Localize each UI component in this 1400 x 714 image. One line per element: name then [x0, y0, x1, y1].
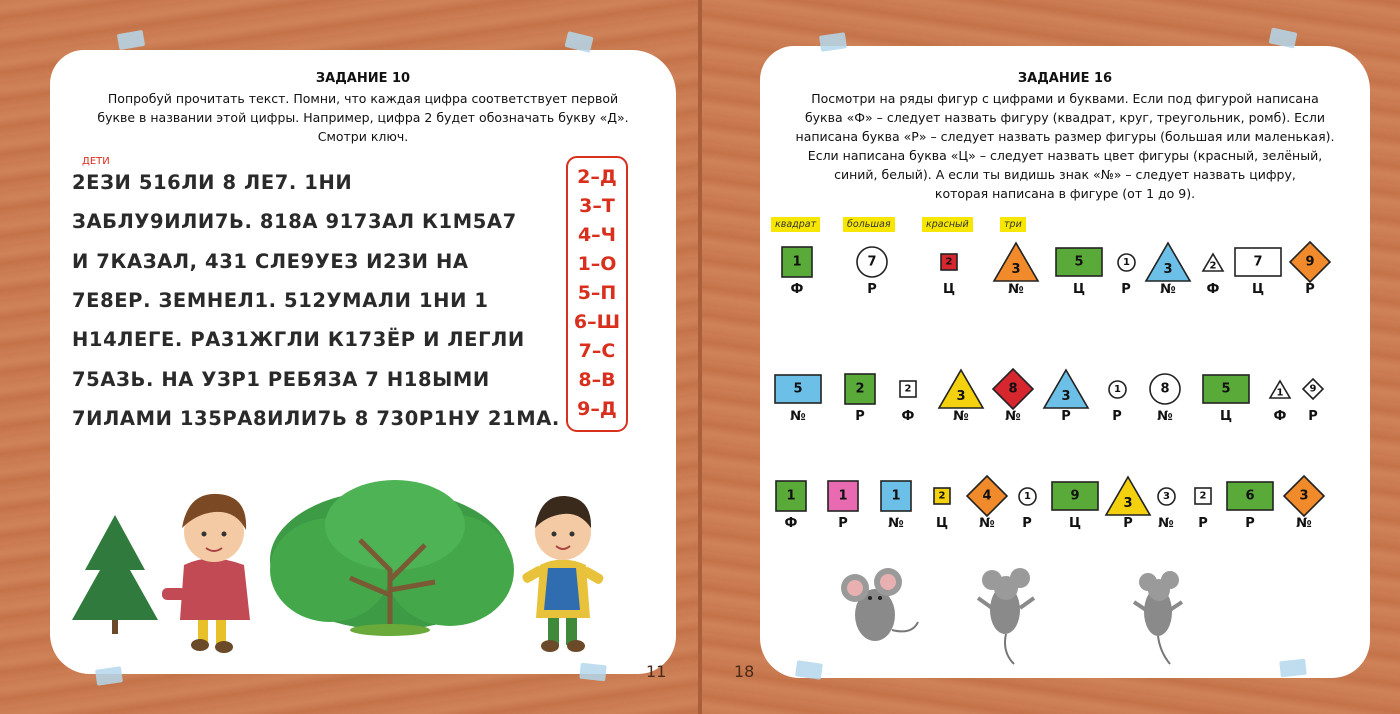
cipher-line: 2ЕЗИ 516ЛИ 8 ЛЕ7. 1НИ: [72, 171, 353, 194]
shape-number: 2: [1199, 490, 1207, 502]
instruction-line: буква «Ф» – следует назвать фигуру (квадрат, круг, треугольник, ромб). Если: [804, 110, 1326, 125]
key-item: 5–П: [577, 282, 617, 304]
shape-letter-label: Р: [1245, 516, 1255, 531]
triangle-shape: [1144, 241, 1192, 283]
key-item: 4–Ч: [577, 224, 617, 246]
rect-shape: [1054, 246, 1104, 278]
boy-left-illustration: [162, 494, 250, 653]
shape-number: 8: [1008, 381, 1018, 397]
rect-shape: [773, 373, 823, 405]
shape-letter-label: Ф: [790, 282, 804, 297]
circle-shape: [1116, 252, 1137, 273]
shape-number: 3: [1061, 389, 1071, 405]
shape-letter-label: Ф: [1273, 409, 1287, 424]
shape-number: 1: [1113, 383, 1121, 395]
instruction-line: которая написана в фигуре (от 1 до 9).: [934, 186, 1196, 201]
shape-number: 2: [945, 256, 953, 268]
task-title: ЗАДАНИЕ 16: [1017, 71, 1113, 86]
shape-number: 5: [793, 381, 803, 397]
shape-number: 1: [786, 488, 796, 504]
boy-right-illustration: [521, 496, 605, 652]
shape-number: 1: [891, 488, 901, 504]
shape-number: 4: [982, 488, 992, 504]
shape-letter-label: №: [1296, 516, 1312, 531]
shape-letter-label: №: [1160, 282, 1176, 297]
mouse-illustration: [841, 568, 918, 641]
tape-strip: [1279, 659, 1307, 678]
shape-letter-label: №: [953, 409, 969, 424]
key-item: 2–Д: [577, 166, 617, 188]
shape-number: 2: [1209, 259, 1217, 271]
mouse-illustration: [978, 568, 1034, 664]
circle-shape: [1017, 486, 1038, 507]
shape-letter-label: Ф: [1206, 282, 1220, 297]
shape-letter-label: Ф: [901, 409, 915, 424]
shape-number: 1: [792, 254, 802, 270]
rect-shape: [1233, 246, 1283, 278]
tape-strip: [795, 660, 823, 679]
shape-letter-label: Ц: [1072, 282, 1086, 297]
triangle-shape: [1042, 368, 1090, 410]
shape-number: 3: [1163, 262, 1173, 278]
instruction-line: Посмотри на ряды фигур с цифрами и буквами. Если под фигурой написана: [811, 91, 1319, 106]
shape-number: 3: [1123, 496, 1133, 512]
shape-number: 2: [938, 490, 946, 502]
shape-number: 9: [1309, 383, 1317, 395]
key-item: 6–Ш: [573, 311, 621, 333]
shape-letter-label: №: [1157, 409, 1173, 424]
key-item: 7–С: [578, 340, 616, 362]
rect-shape: [1225, 480, 1275, 512]
shape-number: 1: [1276, 386, 1284, 398]
shape-number: 7: [867, 254, 877, 270]
square-shape: [780, 245, 814, 279]
task-instruction: [770, 89, 1360, 203]
page-number: 18: [734, 662, 755, 681]
circle-shape: [1148, 372, 1182, 406]
shape-letter-label: Ц: [1219, 409, 1233, 424]
shape-letter-label: Р: [1112, 409, 1122, 424]
cipher-line: 75АЗЬ. НА УЗР1 РЕБЯЗА 7 Н18ЫМИ: [72, 368, 490, 391]
hint-tag-big: большая: [843, 217, 895, 232]
square-shape: [932, 486, 952, 506]
triangle-shape: [1201, 252, 1225, 273]
mouse-illustration: [1134, 571, 1182, 664]
shape-number: 1: [838, 488, 848, 504]
shape-number: 9: [1305, 254, 1315, 270]
key-item: 1–О: [577, 253, 617, 275]
triangle-shape: [937, 368, 985, 410]
circle-shape: [855, 245, 889, 279]
rect-shape: [1201, 373, 1251, 405]
shape-letter-label: Р: [1061, 409, 1071, 424]
shape-letter-label: №: [1158, 516, 1174, 531]
children-forest-illustration: [60, 470, 640, 665]
shape-letter-label: Р: [867, 282, 877, 297]
shape-number: 3: [1299, 488, 1309, 504]
instruction-line: букве в названии этой цифры. Например, цифра 2 будет обозначать букву «Д».: [97, 110, 629, 125]
shape-letter-label: Р: [1305, 282, 1315, 297]
shape-letter-label: Р: [855, 409, 865, 424]
fir-tree-illustration: [72, 515, 158, 634]
shape-letter-label: №: [790, 409, 806, 424]
shape-letter-label: Ц: [942, 282, 956, 297]
square-shape: [939, 252, 959, 272]
cipher-line: 7ИЛАМИ 135РА8ИЛИ7Ь 8 730Р1НУ 21МА.: [72, 407, 560, 430]
book-spine: [698, 0, 702, 714]
diamond-shape: [1301, 377, 1325, 401]
cipher-line: Н14ЛЕГЕ. РА31ЖГЛИ К173ЁР И ЛЕГЛИ: [72, 328, 525, 351]
shape-number: 5: [1221, 381, 1231, 397]
cipher-line: ЗАБЛУ9ИЛИ7Ь. 818А 9173АЛ К1М5А7: [72, 210, 517, 233]
square-shape: [826, 479, 860, 513]
diamond-shape: [1288, 240, 1332, 284]
task-title: ЗАДАНИЕ 10: [315, 71, 411, 86]
square-shape: [879, 479, 913, 513]
diamond-shape: [965, 474, 1009, 518]
shape-number: 5: [1074, 254, 1084, 270]
shape-letter-label: Р: [1022, 516, 1032, 531]
bush-illustration: [270, 480, 514, 636]
shape-number: 9: [1070, 488, 1080, 504]
hint-tag-red: красный: [922, 217, 973, 232]
instruction-line: Смотри ключ.: [317, 129, 409, 144]
diamond-shape: [991, 367, 1035, 411]
shape-letter-label: №: [1005, 409, 1021, 424]
shape-letter-label: Р: [1123, 516, 1133, 531]
shape-number: 1: [1122, 256, 1130, 268]
shape-letter-label: №: [1008, 282, 1024, 297]
rect-shape: [1050, 480, 1100, 512]
triangle-shape: [1104, 475, 1152, 517]
shape-number: 2: [904, 383, 912, 395]
shape-letter-label: Р: [1121, 282, 1131, 297]
instruction-line: написана буква «Р» – следует назвать размер фигуры (большая или маленькая).: [795, 129, 1335, 144]
instruction-line: Если написана буква «Ц» – следует назвать цвет фигуры (красный, зелёный,: [807, 148, 1323, 163]
shape-number: 3: [956, 389, 966, 405]
cipher-key-box: [566, 156, 628, 432]
shape-number: 3: [1011, 262, 1021, 278]
shape-number: 8: [1160, 381, 1170, 397]
shape-number: 6: [1245, 488, 1255, 504]
diamond-shape: [1282, 474, 1326, 518]
circle-shape: [1156, 486, 1177, 507]
shape-number: 3: [1162, 490, 1170, 502]
shape-letter-label: Р: [1308, 409, 1318, 424]
shape-letter-label: Ц: [1251, 282, 1265, 297]
cipher-line: И 7КАЗАЛ, 431 СЛЕ9УЕЗ И2ЗИ НА: [72, 250, 469, 273]
shape-number: 2: [855, 381, 865, 397]
hint-tag-three: три: [1000, 217, 1026, 232]
shape-letter-label: №: [979, 516, 995, 531]
square-shape: [1193, 486, 1213, 506]
square-shape: [843, 372, 877, 406]
tape-strip: [579, 663, 607, 682]
triangle-shape: [1268, 379, 1292, 400]
shape-number: 1: [1023, 490, 1031, 502]
circle-shape: [1107, 379, 1128, 400]
triangle-shape: [992, 241, 1040, 283]
instruction-line: Попробуй прочитать текст. Помни, что каждая цифра соответствует первой: [107, 91, 619, 106]
shape-letter-label: Р: [838, 516, 848, 531]
shape-letter-label: №: [888, 516, 904, 531]
key-item: 8–В: [578, 369, 616, 391]
square-shape: [898, 379, 918, 399]
shape-letter-label: Ф: [784, 516, 798, 531]
shape-letter-label: Ц: [935, 516, 949, 531]
task-instruction: [60, 89, 666, 146]
hint-tag-square: квадрат: [771, 217, 820, 232]
square-shape: [774, 479, 808, 513]
handwritten-hint: ДЕТИ: [82, 156, 110, 167]
key-item: 9–Д: [577, 398, 617, 420]
shape-letter-label: Р: [1198, 516, 1208, 531]
key-item: 3–Т: [579, 195, 615, 217]
page-number: 11: [646, 662, 667, 681]
instruction-line: синий, белый). А если ты видишь знак «№» – следует назвать цифру,: [834, 167, 1296, 182]
cipher-line: 7Е8ЕР. ЗЕМНЕЛ1. 512УМАЛИ 1НИ 1: [72, 289, 489, 312]
shape-letter-label: Ц: [1068, 516, 1082, 531]
mice-illustration: [830, 560, 1200, 670]
shape-number: 7: [1253, 254, 1263, 270]
